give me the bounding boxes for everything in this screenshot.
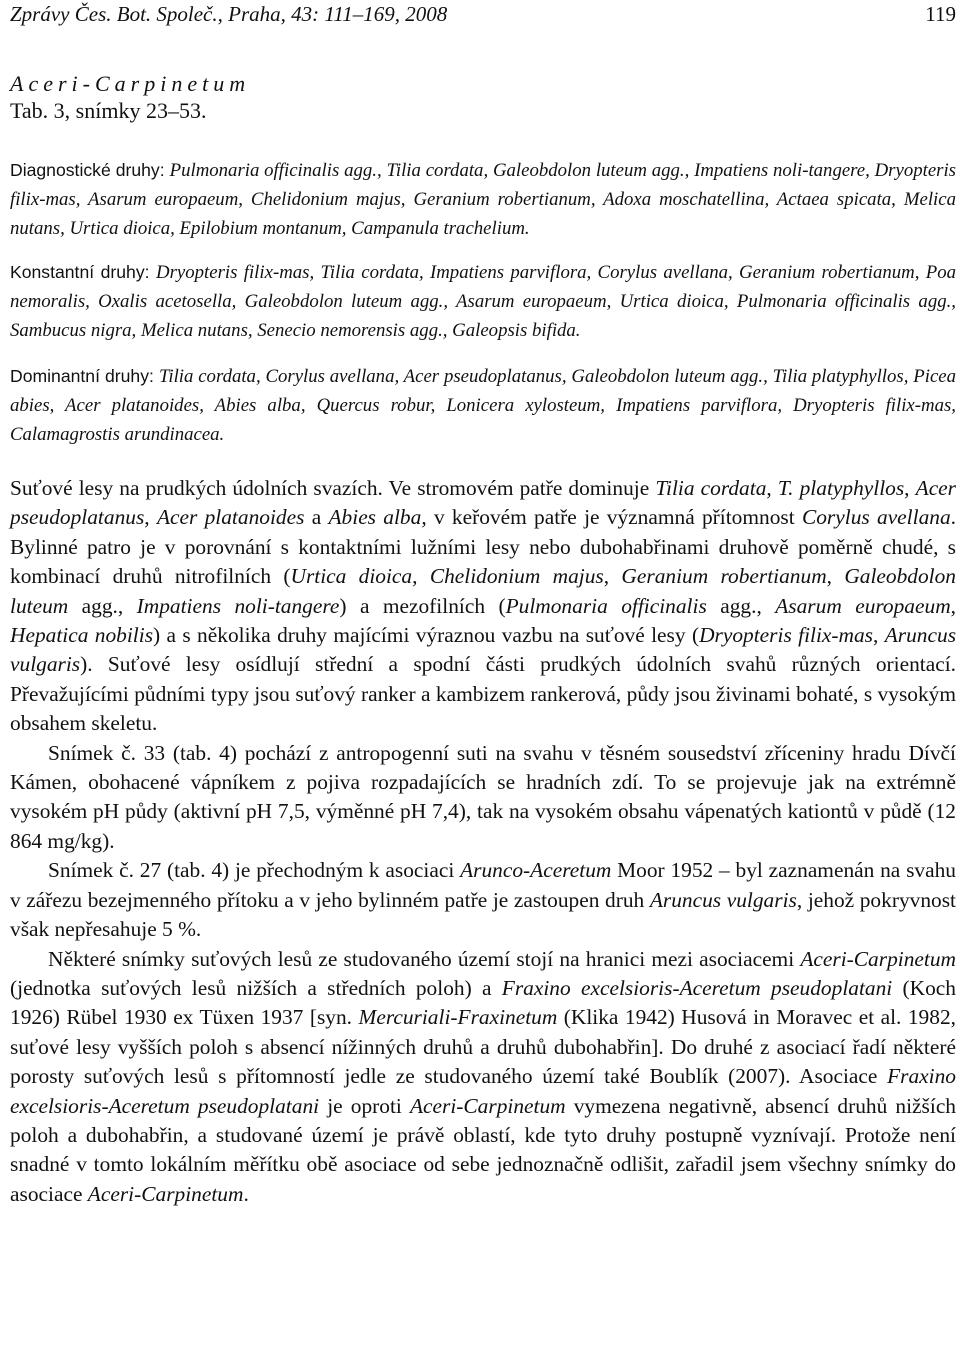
main-body-text <box>10 474 956 1209</box>
constant-label: Konstantní druhy: <box>10 262 150 282</box>
text-run: , <box>826 564 845 589</box>
text-run: (jednotka suťových lesů nižších a středních poloh) a <box>10 975 502 1000</box>
taxon-name: Aceri-Carpinetum <box>87 1181 244 1206</box>
taxon-name: Geranium robertianum <box>621 564 827 589</box>
journal-citation: Zprávy Čes. Bot. Společ., Praha, 43: 111–169, 2008 <box>10 2 448 26</box>
taxon-name: Abies alba <box>328 505 422 530</box>
taxon-name: Tilia cordata <box>655 476 767 500</box>
text-run: (Koch 1926) Rübel 1930 ex Tüxen 1937 [syn. <box>10 975 956 1030</box>
taxon-name: Impatiens noli-tangere <box>136 593 340 618</box>
text-run: , <box>873 623 885 648</box>
taxon-name: Chelidonium majus <box>429 564 604 589</box>
taxon-name: Corylus avellana <box>801 505 951 530</box>
text-run: Snímek č. 27 (tab. 4) je přechodným k asociaci <box>48 858 461 883</box>
constant-species-block <box>10 258 956 345</box>
text-run: , <box>412 564 430 589</box>
text-run: (Klika 1942) Husová in Moravec et al. 1982, suťové lesy vyšších poloh s absencí nížinných druhů a druhů dubohabřin]. Do druhé z asociací řadí některé porosty suťových lesů s přítomností jedle ze studovaného území také Boublík (2007). Asociace <box>10 1005 956 1089</box>
association-table-ref: Tab. 3, snímky 23–53. <box>10 98 207 123</box>
text-run: a <box>304 505 329 530</box>
taxon-name: Aceri-Carpinetum <box>800 946 956 971</box>
diagnostic-species-block <box>10 156 956 243</box>
text-run: ) a mezofilních ( <box>339 593 506 618</box>
taxon-name: Fraxino excelsioris-Aceretum pseudoplatani <box>501 975 893 1000</box>
text-run: Suťové lesy na prudkých údolních svazích. Ve stromovém patře dominuje <box>10 476 656 500</box>
text-run: , <box>603 564 622 589</box>
body-paragraph <box>10 856 956 944</box>
constant-species: Dryopteris filix-mas, Tilia cordata, Impatiens parviflora, Corylus avellana, Geranium robertianum, Poa nemoralis, Oxalis acetosella, Galeobdolon luteum agg., Asarum europaeum, Urtica dioica, Pulmonaria officinalis agg., Sambucus nigra, Melica nutans, Senecio nemorensis agg., Galeopsis bifida. <box>10 262 956 341</box>
taxon-name: Fraxino excelsioris-Aceretum pseudoplatani <box>10 1064 956 1118</box>
running-header <box>10 2 956 32</box>
dominant-species: Tilia cordata, Corylus avellana, Acer pseudoplatanus, Galeobdolon luteum agg., Tilia platyphyllos, Picea abies, Acer platanoides, Abies alba, Quercus robur, Lonicera xylosteum, Impatiens parviflora, Dryopteris filix-mas, Calamagrostis arundinacea. <box>10 366 957 445</box>
taxon-name: Aceri-Carpinetum <box>409 1093 566 1118</box>
text-run: , v keřovém patře je významná přítomnost <box>421 505 802 530</box>
text-run: , <box>904 476 916 500</box>
text-run: Některé snímky suťových lesů ze studovaného území stojí na hranici mezi asociacemi <box>48 946 801 971</box>
text-run: Snímek č. 33 (tab. 4) pochází z antropogenní suti na svahu v těsném sousedství zříceniny hradu Dívčí Kámen, obohacené vápníkem z pojiva rozpadajících se hradních zdí. To se projevuje jak na extrémně vysokém pH půdy (aktivní pH 7,5, výměnné pH 7,4), tak na vysokém obsahu vápenatých kationtů v půdě (12 864 mg/kg). <box>10 740 956 853</box>
dominant-label: Dominantní druhy: <box>10 366 154 386</box>
taxon-name: Aruncus vulgaris <box>10 623 957 677</box>
text-run: agg., <box>706 593 776 618</box>
taxon-name: Dryopteris filix-mas <box>699 623 873 648</box>
dominant-species-block <box>10 362 956 449</box>
text-run: Moor 1952 – byl zaznamenán na svahu v zářezu bezejmenného přítoku a v jeho bylinném patře je zastoupen druh <box>10 858 957 912</box>
taxon-name: Mercuriali-Fraxinetum <box>358 1005 558 1030</box>
taxon-name: Aruncus vulgaris <box>649 887 797 912</box>
text-run: , jehož pokryvnost však nepřesahuje 5 %. <box>10 887 956 942</box>
body-paragraph <box>10 739 956 857</box>
taxon-name: T. platyphyllos <box>777 476 905 500</box>
text-run: , <box>144 505 157 530</box>
diagnostic-species: Pulmonaria officinalis agg., Tilia cordata, Galeobdolon luteum agg., Impatiens noli-tangere, Dryopteris filix-mas, Asarum europaeum, Chelidonium majus, Geranium robertianum, Adoxa moschatellina, Actaea spicata, Melica nutans, Urtica dioica, Epilobium montanum, Campanula trachelium. <box>10 160 956 239</box>
text-run: ). Suťové lesy osídlují střední a spodní části prudkých údolních svahů různých orientací. Převažujícími půdními typy jsou suťový ranker a kambizem rankerová, půdy jsou živinami bohaté, s vysokým obsahem skeletu. <box>10 652 956 736</box>
text-run: je oproti <box>319 1093 410 1118</box>
text-run: , <box>950 593 956 618</box>
taxon-name: Hepatica nobilis <box>10 623 154 648</box>
taxon-name: Galeobdolon luteum <box>10 564 957 618</box>
association-name: Aceri-Carpinetum <box>10 71 251 96</box>
text-run: . <box>243 1181 249 1206</box>
body-paragraph <box>10 474 956 739</box>
taxon-name: Acer pseudoplatanus <box>10 476 957 530</box>
taxon-name: Arunco-Aceretum <box>460 858 612 883</box>
text-run: , <box>766 476 778 500</box>
page-number: 119 <box>925 2 956 26</box>
diagnostic-label: Diagnostické druhy: <box>10 160 165 180</box>
taxon-name: Urtica dioica <box>290 564 413 589</box>
text-run: vymezena negativně, absencí druhů nižších poloh a dubohabřin, a studované území je právě oblastí, kde tyto druhy postupně vyznívají. Protože není snadné v tomto lokálním měřítku obě asociace od sebe jednoznačně odlišit, zařadil jsem všechny snímky do asociace <box>10 1093 957 1206</box>
taxon-name: Asarum europaeum <box>775 593 951 618</box>
taxon-name: Pulmonaria officinalis <box>505 593 707 618</box>
taxon-name: Acer platanoides <box>156 505 305 530</box>
body-paragraph <box>10 945 956 1210</box>
text-run: ) a s několika druhy majícími výraznou vazbu na suťové lesy ( <box>153 623 700 648</box>
text-run: . Bylinné patro je v porovnání s kontaktními lužními lesy nebo dubohabřinami druhově poměrně chudé, s kombinací druhů nitrofilních ( <box>10 505 957 589</box>
text-run: agg., <box>68 593 137 618</box>
